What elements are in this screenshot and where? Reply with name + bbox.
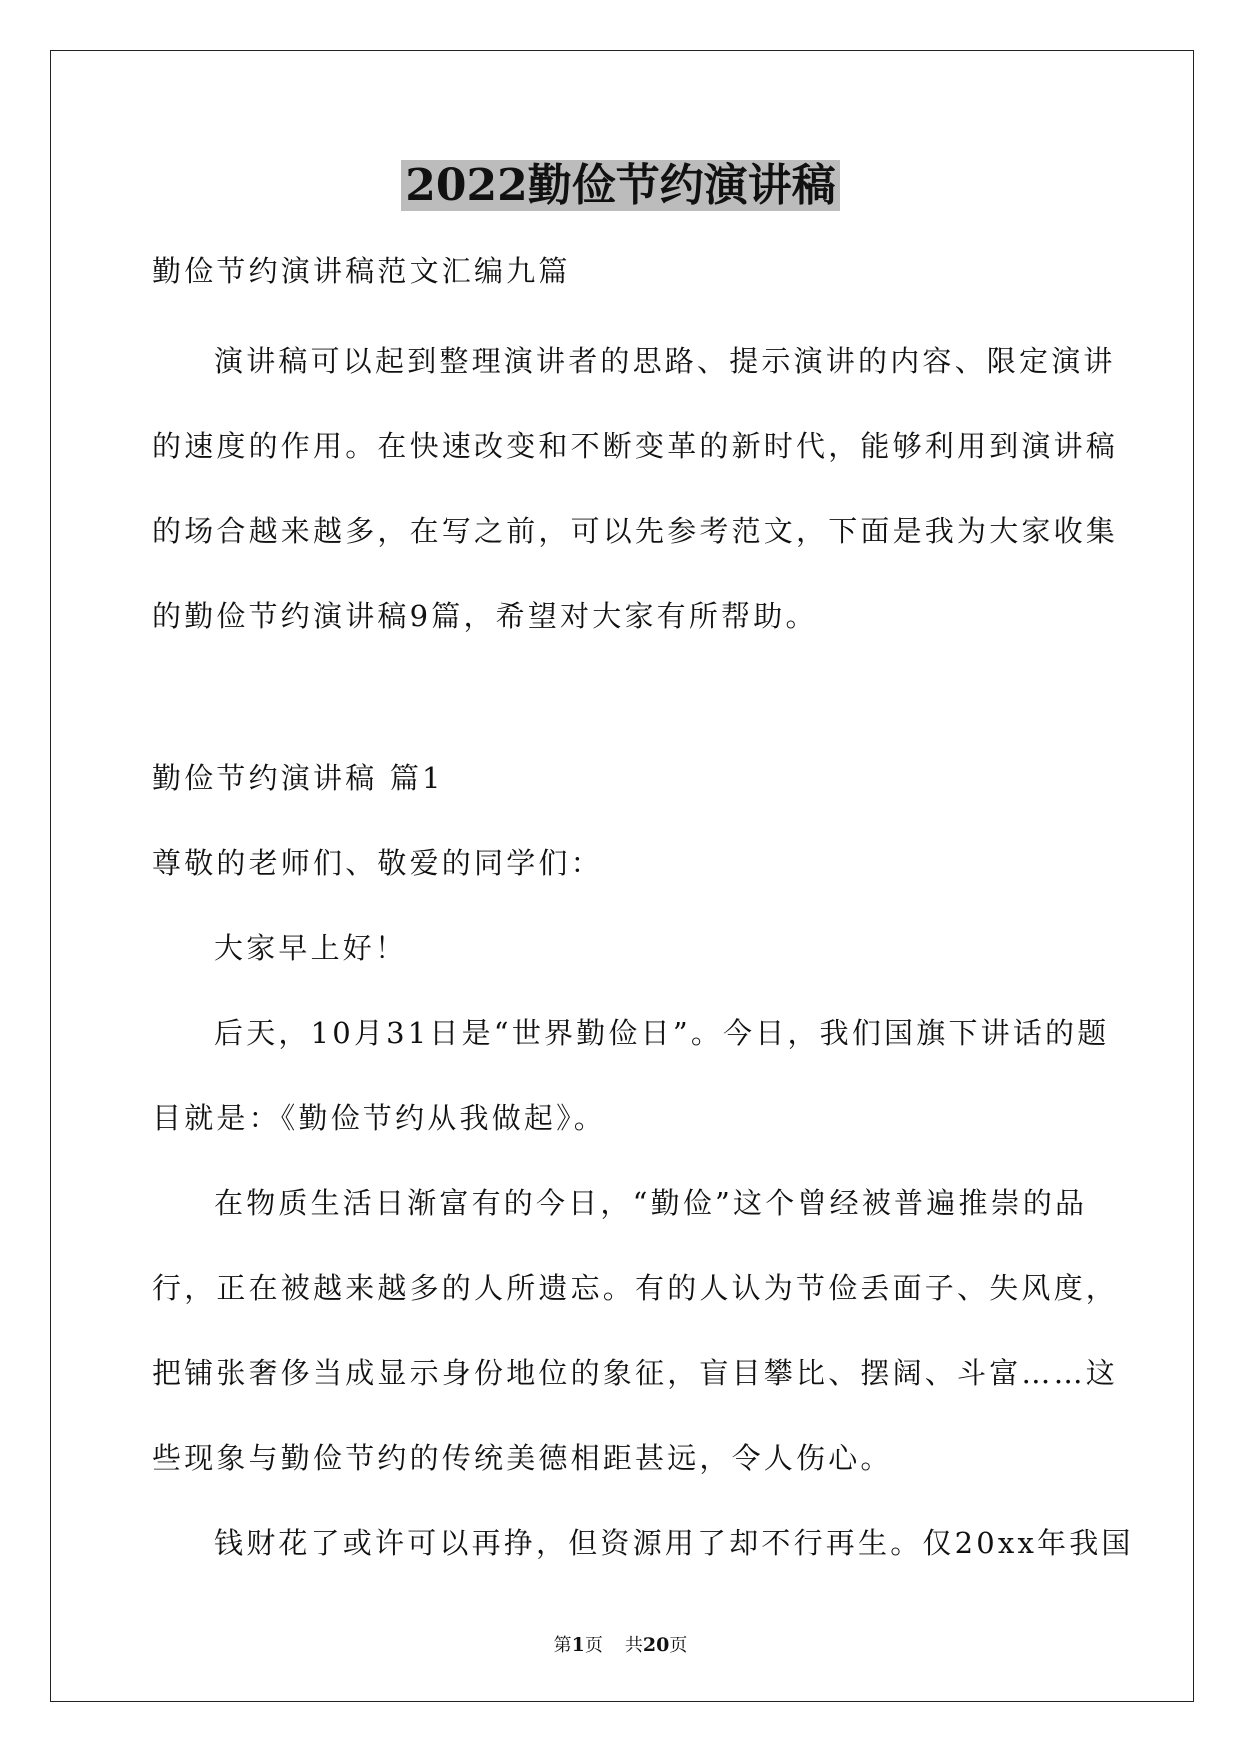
paragraph-line: 的勤俭节约演讲稿9篇，希望对大家有所帮助。 — [152, 599, 818, 633]
subtitle-line: 勤俭节约演讲稿范文汇编九篇 — [152, 254, 571, 288]
paragraph-line: 大家早上好！ — [214, 931, 408, 965]
total-pages: 20 — [642, 1634, 670, 1656]
section-heading: 勤俭节约演讲稿 篇1 — [152, 761, 444, 795]
total-suffix: 页 — [669, 1635, 688, 1656]
paragraph-line: 的场合越来越多，在写之前，可以先参考范文，下面是我为大家收集 — [152, 514, 1119, 548]
paragraph-line: 演讲稿可以起到整理演讲者的思路、提示演讲的内容、限定演讲 — [214, 344, 1116, 378]
paragraph-line: 些现象与勤俭节约的传统美德相距甚远，令人伤心。 — [152, 1441, 893, 1475]
page-number: 1 — [571, 1634, 585, 1656]
paragraph-line: 目就是：《勤俭节约从我做起》。 — [152, 1101, 607, 1135]
page-footer — [0, 1633, 1241, 1658]
document-title-text: 2022勤俭节约演讲稿 — [401, 160, 839, 211]
total-prefix: 共 — [624, 1635, 643, 1656]
greeting-line: 尊敬的老师们、敬爱的同学们： — [152, 846, 603, 880]
paragraph-line: 行，正在被越来越多的人所遗忘。有的人认为节俭丢面子、失风度， — [152, 1271, 1119, 1305]
paragraph-line: 后天，10月31日是“世界勤俭日”。今日，我们国旗下讲话的题 — [214, 1016, 1110, 1050]
document-title — [0, 157, 1241, 215]
page-suffix: 页 — [584, 1635, 603, 1656]
page-prefix: 第 — [553, 1635, 572, 1656]
paragraph-line: 钱财花了或许可以再挣，但资源用了却不行再生。仅20xx年我国 — [214, 1526, 1134, 1560]
paragraph-line: 把铺张奢侈当成显示身份地位的象征，盲目攀比、摆阔、斗富……这 — [152, 1356, 1119, 1390]
paragraph-line: 的速度的作用。在快速改变和不断变革的新时代，能够利用到演讲稿 — [152, 429, 1119, 463]
paragraph-line: 在物质生活日渐富有的今日，“勤俭”这个曾经被普遍推崇的品 — [214, 1186, 1088, 1220]
